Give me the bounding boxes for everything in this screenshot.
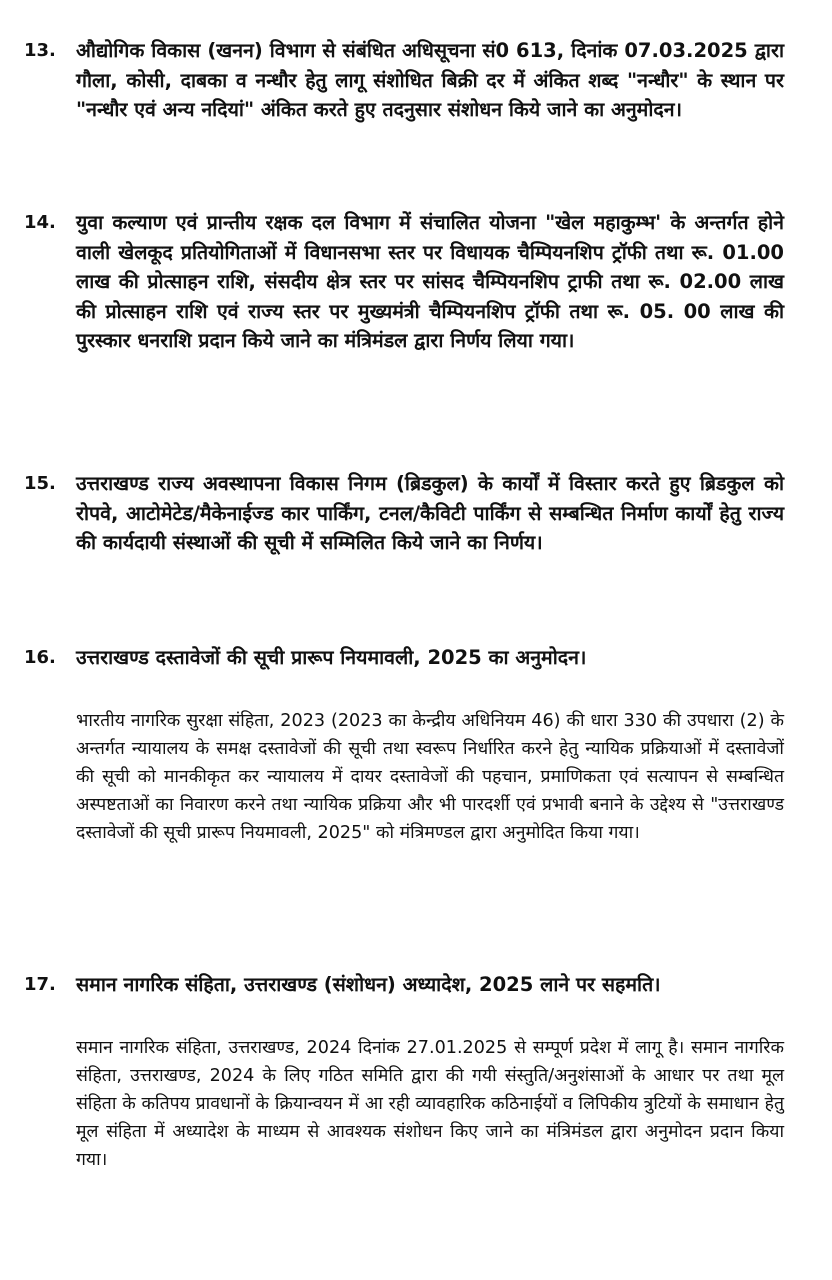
item-17 xyxy=(24,970,784,1175)
item-15 xyxy=(24,469,784,558)
item-paragraph: समान नागरिक संहिता, उत्तराखण्ड, 2024 दिनांक 27.01.2025 से सम्पूर्ण प्रदेश में लागू है। समान नागरिक संहिता, उत्तराखण्ड, 2024 के लिए गठित समिति द्वारा की गयी संस्तुति/अनुशंसाओं के आधार पर तथा मूल संहिता के कतिपय प्रावधानों के क्रियान्वयन में आ रही व्यावहारिक कठिनाईयों व लिपिकीय त्रुटियों के समाधान हेतु मूल संहिता में अध्यादेश के माध्यम से आवश्यक संशोधन किए जाने का मंत्रिमंडल द्वारा अनुमोदन प्रदान किया गया। xyxy=(76,1037,784,1171)
item-14 xyxy=(24,208,784,356)
item-number: 13. xyxy=(24,40,56,61)
item-number: 16. xyxy=(24,647,56,668)
item-heading: उत्तराखण्ड राज्य अवस्थापना विकास निगम (ब्रिडकुल) के कार्यों में विस्तार करते हुए ब्रिडकुल को रोपवे, आटोमेटेड/मैकेनाईज्ड कार पार्किंग, टनल/कैविटी पार्किंग से सम्बन्धित निर्माण कार्यों हेतु राज्य की कार्यदायी संस्थाओं की सूची में सम्मिलित किये जाने का निर्णय। xyxy=(76,472,784,554)
item-number: 14. xyxy=(24,212,56,233)
item-16 xyxy=(24,643,784,848)
item-paragraph: भारतीय नागरिक सुरक्षा संहिता, 2023 (2023 का केन्द्रीय अधिनियम 46) की धारा 330 की उपधारा (2) के अन्तर्गत न्यायालय के समक्ष दस्तावेजों की सूची तथा स्वरूप निर्धारित करने हेतु न्यायिक प्रक्रियाओं में दस्तावेजों की सूची को मानकीकृत कर न्यायालय में दायर दस्तावेजों की पहचान, प्रमाणिकता एवं सत्यापन से सम्बन्धित अस्पष्टताओं का निवारण करने तथा न्यायिक प्रक्रिया और भी पारदर्शी एवं प्रभावी बनाने के उद्देश्य से "उत्तराखण्ड दस्तावेजों की सूची प्रारूप नियमावली, 2025" को मंत्रिमण्डल द्वारा अनुमोदित किया गया। xyxy=(76,710,784,844)
item-heading: उत्तराखण्ड दस्तावेजों की सूची प्रारूप नियमावली, 2025 का अनुमोदन। xyxy=(76,646,587,669)
item-13 xyxy=(24,36,784,125)
item-heading: औद्योगिक विकास (खनन) विभाग से संबंधित अधिसूचना सं0 613, दिनांक 07.03.2025 द्वारा गौला, कोसी, दाबका व नन्धौर हेतु लागू संशोधित बिक्री दर में अंकित शब्द "नन्धौर" के स्थान पर "नन्धौर एवं अन्य नदियां" अंकित करते हुए तदनुसार संशोधन किये जाने का अनुमोदन। xyxy=(76,39,784,121)
item-number: 15. xyxy=(24,473,56,494)
item-number: 17. xyxy=(24,974,56,995)
item-heading: युवा कल्याण एवं प्रान्तीय रक्षक दल विभाग में संचालित योजना "खेल महाकुम्भ' के अन्तर्गत होने वाली खेलकूद प्रतियोगिताओं में विधानसभा स्तर पर विधायक चैम्पियनशिप ट्रॉफी तथा रू. 01.00 लाख की प्रोत्साहन राशि, संसदीय क्षेत्र स्तर पर सांसद चैम्पियनशिप ट्राफी तथा रू. 02.00 लाख की प्रोत्साहन राशि एवं राज्य स्तर पर मुख्यमंत्री चैम्पियनशिप ट्रॉफी तथा रू. 05. 00 लाख की पुरस्कार धनराशि प्रदान किये जाने का मंत्रिमंडल द्वारा निर्णय लिया गया। xyxy=(76,211,784,352)
item-heading: समान नागरिक संहिता, उत्तराखण्ड (संशोधन) अध्यादेश, 2025 लाने पर सहमति। xyxy=(76,973,661,996)
